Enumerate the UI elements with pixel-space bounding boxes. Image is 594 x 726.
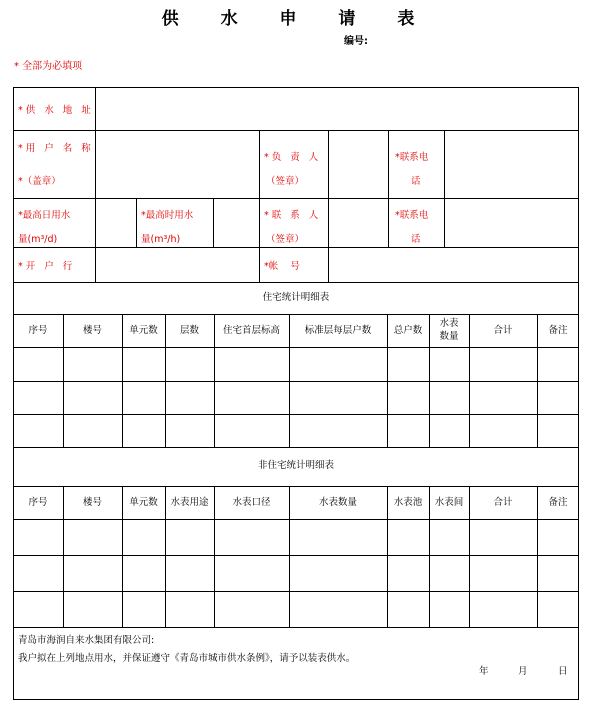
nonres-header-no: 序号: [28, 497, 48, 508]
account-label: *帐 号: [264, 261, 300, 272]
serial-number-label: 编号:: [344, 36, 368, 47]
res-header-total-households: 总户数: [393, 325, 423, 336]
date-year-label: 年: [479, 666, 489, 677]
commitment-statement: 我户拟在上列地点用水，并保证遵守《青岛市城市供水条例》，请予以装表供水。: [18, 653, 356, 664]
res-header-building: 楼号: [82, 325, 102, 336]
company-name: 青岛市海润自来水集团有限公司:: [18, 635, 155, 646]
phone-label-2-cont: 话: [411, 234, 421, 245]
supply-address-label: *供 水 地 址: [18, 105, 94, 116]
nonres-header-meter-room: 水表间: [434, 497, 464, 508]
application-form-table: [13, 87, 579, 700]
date-month-label: 月: [518, 666, 528, 677]
phone-label-1: *联系电: [395, 152, 429, 163]
nonres-header-meter-caliber: 水表口径: [232, 497, 271, 508]
person-in-charge-sign-label: （签章）: [266, 176, 305, 187]
res-header-floors: 层数: [179, 325, 199, 336]
nonres-header-meter-count: 水表数量: [318, 497, 357, 508]
contact-person-label: *联 系 人: [264, 210, 322, 221]
user-name-label: *用 户 名 称: [18, 143, 94, 154]
nonres-header-meter-pit: 水表池: [393, 497, 423, 508]
phone-label-2: *联系电: [395, 210, 429, 221]
res-header-no: 序号: [28, 325, 48, 336]
bank-label: *开 户 行: [18, 261, 76, 272]
required-note: * 全部为必填项: [14, 61, 83, 72]
res-header-first-floor-elevation: 住宅首层标高: [222, 325, 280, 336]
person-in-charge-label: *负 责 人: [264, 152, 322, 163]
max-daily-water-unit: 量(m³/d): [18, 234, 58, 245]
max-daily-water-label: *最高日用水: [18, 210, 71, 221]
res-header-households-per-floor: 标准层每层户数: [304, 325, 372, 336]
residential-table-title: 住宅统计明细表: [262, 292, 330, 303]
res-header-total: 合计: [493, 325, 513, 336]
nonresidential-table-title: 非住宅统计明细表: [257, 460, 334, 471]
res-header-meter-count: 水表数量: [439, 318, 459, 342]
nonres-header-building: 楼号: [82, 497, 102, 508]
contact-person-sign-label: （签章）: [266, 234, 305, 245]
phone-label-1-cont: 话: [411, 176, 421, 187]
nonres-header-units: 单元数: [129, 497, 158, 508]
max-hourly-water-unit: 量(m³/h): [141, 234, 181, 245]
res-header-remarks: 备注: [548, 325, 568, 336]
max-hourly-water-label: *最高时用水: [141, 210, 194, 221]
nonres-header-remarks: 备注: [548, 497, 568, 508]
nonres-header-meter-use: 水表用途: [170, 497, 209, 508]
date-day-label: 日: [558, 666, 568, 677]
nonres-header-total: 合计: [493, 497, 513, 508]
user-name-seal-label: *（盖章）: [18, 176, 61, 187]
form-title: 供 水 申 请 表: [161, 9, 433, 29]
res-header-units: 单元数: [129, 325, 158, 336]
